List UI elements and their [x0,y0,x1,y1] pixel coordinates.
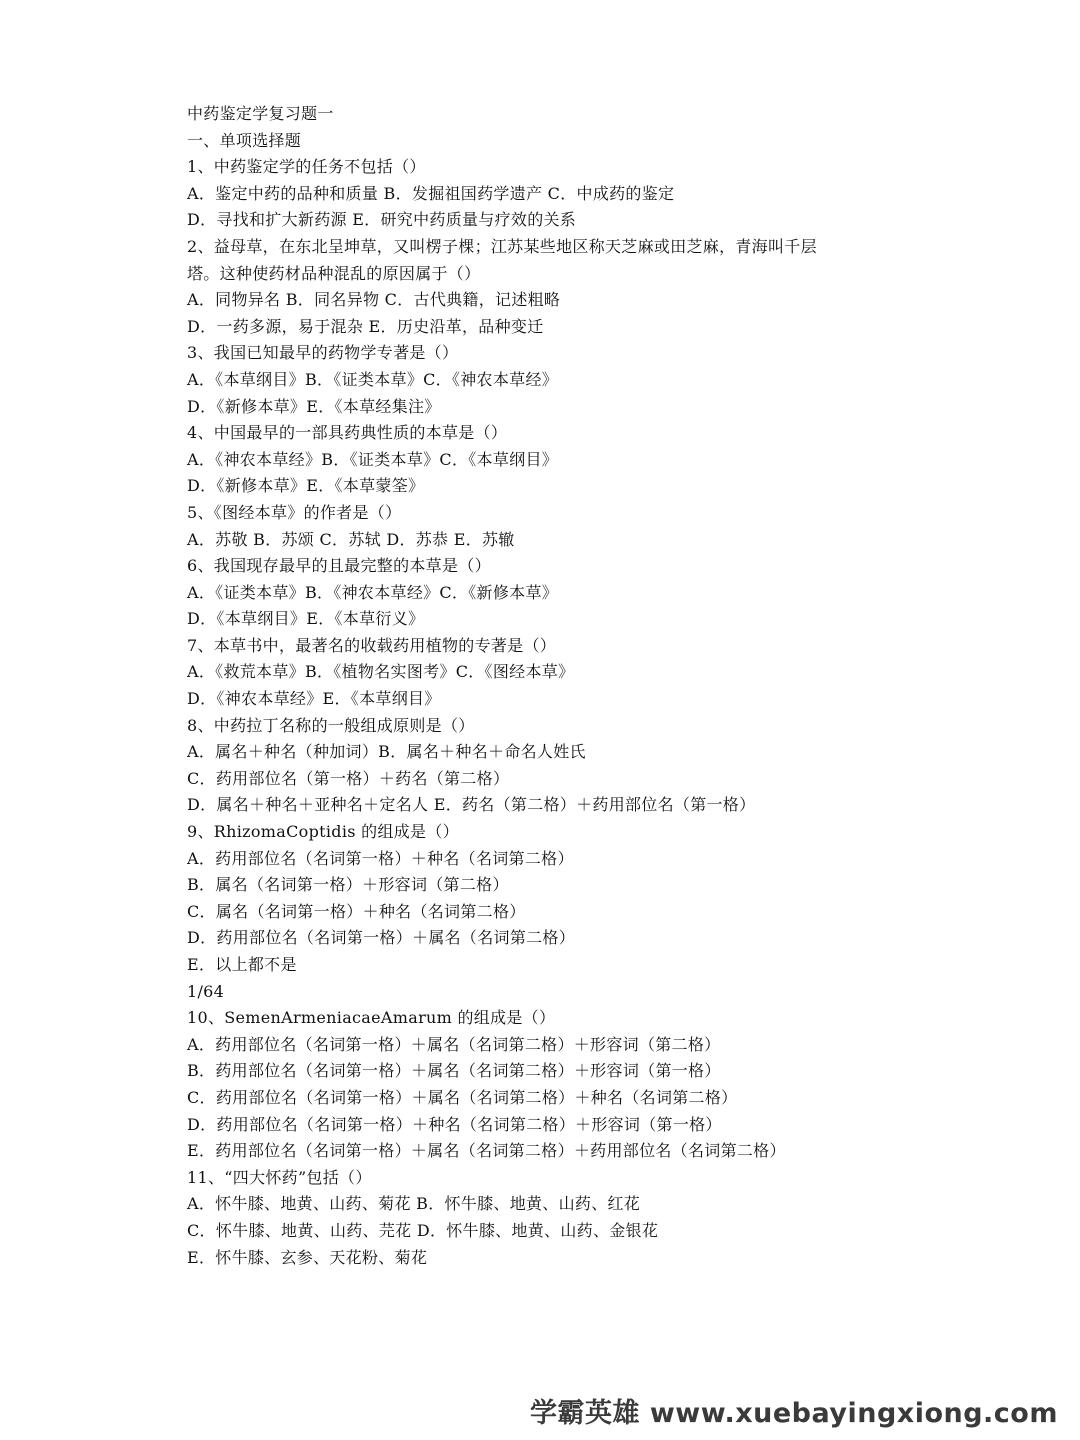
text-line: C．药用部位名（第一格）＋药名（第二格） [187,768,510,788]
text-line: D．《新修本草》E．《本草蒙筌》 [187,476,425,496]
text-line: 5、《图经本草》的作者是（） [187,502,402,522]
text-line: 塔。这种使药材品种混乱的原因属于（） [187,263,481,283]
text-line: A．药用部位名（名词第一格）＋属名（名词第二格）＋形容词（第二格） [187,1034,721,1054]
text-line: A．怀牛膝、地黄、山药、菊花 B．怀牛膝、地黄、山药、红花 [187,1194,641,1214]
text-line: A．鉴定中药的品种和质量 B．发掘祖国药学遗产 C．中成药的鉴定 [187,183,675,203]
text-line: D．药用部位名（名词第一格）＋属名（名词第二格） [187,928,576,948]
text-line: 3、我国已知最早的药物学专著是（） [187,343,459,363]
text-line: 9、RhizomaCoptidis 的组成是（） [187,822,459,842]
text-line: 2、益母草，在东北呈坤草，又叫楞子棵；江苏某些地区称天芝麻或田芝麻，青海叫千层 [187,236,817,256]
text-line: D．寻找和扩大新药源 E．研究中药质量与疗效的关系 [187,210,577,230]
text-line: D．药用部位名（名词第一格）＋种名（名词第二格）＋形容词（第一格） [187,1114,722,1134]
text-line: 1、中药鉴定学的任务不包括（） [187,157,426,177]
text-line: D．《本草纲目》E．《本草衍义》 [187,609,425,629]
text-line: E．怀牛膝、玄参、天花粉、菊花 [187,1247,428,1267]
document-body [187,101,987,1271]
text-line: B．药用部位名（名词第一格）＋属名（名词第二格）＋形容词（第一格） [187,1061,721,1081]
text-line: 中药鉴定学复习题一 [187,104,334,123]
text-line: C．药用部位名（名词第一格）＋属名（名词第二格）＋种名（名词第二格） [187,1087,738,1107]
text-line: 1/64 [187,981,225,1001]
text-line: A．同物异名 B．同名异物 C．古代典籍，记述粗略 [187,290,561,310]
text-line: A．药用部位名（名词第一格）＋种名（名词第二格） [187,848,574,868]
text-line: A．《本草纲目》B．《证类本草》C．《神农本草经》 [187,369,559,389]
text-line: 11、“四大怀药”包括（） [187,1167,372,1187]
text-line: A．《救荒本草》B．《植物名实图考》C．《图经本草》 [187,662,575,682]
text-line: C．怀牛膝、地黄、山药、芫花 D．怀牛膝、地黄、山药、金银花 [187,1220,659,1240]
text-line: E．以上都不是 [187,955,297,974]
text-line: D．《新修本草》E．《本草经集注》 [187,396,441,416]
text-line: 6、我国现存最早的且最完整的本草是（） [187,556,491,576]
text-line: D．《神农本草经》E．《本草纲目》 [187,689,441,709]
text-line: 一、单项选择题 [187,130,302,150]
text-line: 4、中国最早的一部具药典性质的本草是（） [187,423,508,443]
text-line: B．属名（名词第一格）＋形容词（第二格） [187,875,509,895]
text-line: D．属名＋种名＋亚种名＋定名人 E．药名（第二格）＋药用部位名（第一格） [187,795,756,815]
text-line: E．药用部位名（名词第一格）＋属名（名词第二格）＋药用部位名（名词第二格） [187,1141,786,1161]
text-line: A．苏敬 B．苏颂 C．苏轼 D．苏恭 E．苏辙 [187,529,515,549]
text-line: 10、SemenArmeniacaeAmarum 的组成是（） [187,1008,556,1028]
text-line: A．《证类本草》B．《神农本草经》C．《新修本草》 [187,582,559,602]
text-line: C．属名（名词第一格）＋种名（名词第二格） [187,901,526,921]
text-line: A．属名＋种名（种加词）B．属名＋种名＋命名人姓氏 [187,742,586,762]
text-line: 8、中药拉丁名称的一般组成原则是（） [187,715,475,735]
text-line: A．《神农本草经》B．《证类本草》C．《本草纲目》 [187,449,559,469]
site-watermark: 学霸英雄 www.xuebayingxiong.com [529,1398,1058,1429]
text-line: 7、本草书中，最著名的收载药用植物的专著是（） [187,635,557,655]
text-line: D．一药多源，易于混杂 E．历史沿革，品种变迁 [187,316,544,336]
